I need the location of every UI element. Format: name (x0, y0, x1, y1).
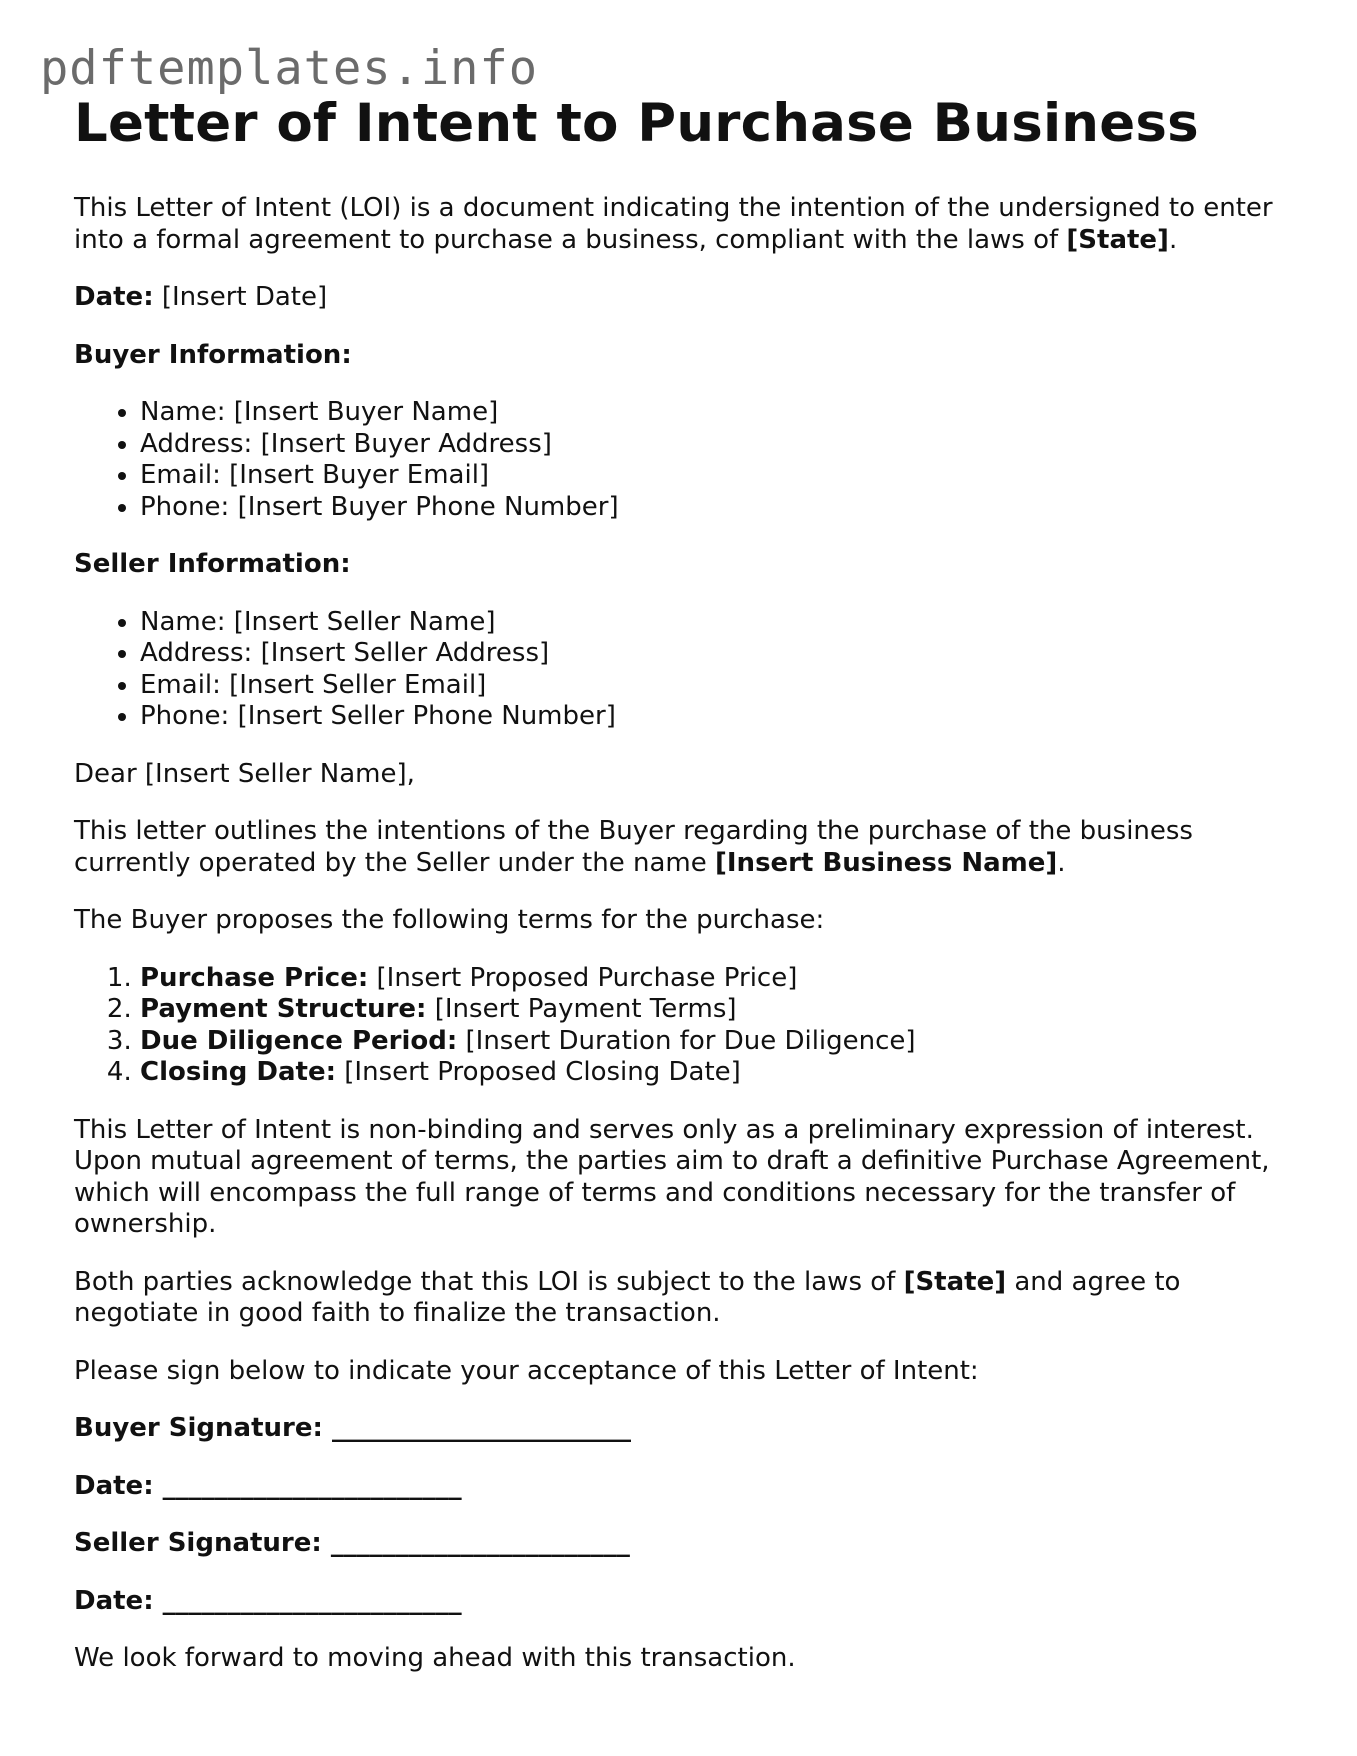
seller-email-item: • Email: [Insert Seller Email] (140, 670, 1284, 702)
term-label: Payment Structure: (140, 994, 427, 1024)
buyer-name-item: • Name: [Insert Buyer Name] (140, 397, 1284, 429)
seller-address-item: • Address: [Insert Seller Address] (140, 638, 1284, 670)
outline-end: . (1057, 847, 1066, 878)
buyer-signature-line (74, 1413, 1284, 1445)
term-item (140, 963, 1284, 995)
seller-list (74, 607, 1284, 733)
term-value: [Insert Proposed Purchase Price] (368, 962, 798, 993)
intro-text: This Letter of Intent (LOI) is a document indicating the intention of the undersigned to enter into a formal agreement to purchase a business, compliant with the laws of (74, 193, 1273, 255)
term-value: [Insert Duration for Due Diligence] (457, 1025, 916, 1056)
signature-label: Seller Signature: (74, 1528, 322, 1558)
signature-blank: _______________________ (322, 1413, 631, 1443)
term-label: Purchase Price: (140, 962, 369, 993)
outline-paragraph (74, 816, 1284, 879)
date-line (74, 282, 1284, 314)
document (74, 92, 1284, 1701)
term-label: Due Diligence Period: (140, 1025, 458, 1056)
date-label: Date: (74, 282, 154, 312)
term-value: [Insert Proposed Closing Date] (336, 1057, 741, 1087)
signature-blank: _______________________ (153, 1585, 462, 1616)
ack-end: and agree to negotiate in good faith to finalize the transaction. (74, 1266, 1181, 1328)
buyer-address-item: • Address: [Insert Buyer Address] (140, 429, 1284, 461)
seller-phone-item: • Phone: [Insert Seller Phone Number] (140, 701, 1284, 733)
term-value: [Insert Payment Terms] (426, 994, 737, 1024)
buyer-list (74, 397, 1284, 523)
term-item (140, 1026, 1284, 1058)
intro-end: . (1168, 224, 1178, 255)
sign-prompt: Please sign below to indicate your acceptance of this Letter of Intent: (74, 1355, 979, 1386)
signature-label: Date: (74, 1585, 154, 1616)
business-name: [Insert Business Name] (715, 847, 1058, 878)
salutation: Dear [Insert Seller Name], (74, 758, 415, 789)
watermark: pdftemplates.info (40, 41, 539, 96)
buyer-email-item: • Email: [Insert Buyer Email] (140, 460, 1284, 492)
intro-paragraph (74, 193, 1284, 256)
date-value: [Insert Date] (153, 282, 328, 312)
ack-paragraph (74, 1267, 1284, 1330)
term-label: Closing Date: (140, 1057, 337, 1087)
signature-label: Buyer Signature: (74, 1413, 323, 1443)
page-title: Letter of Intent to Purchase Business (74, 93, 1199, 154)
ack-state: [State] (903, 1266, 1007, 1297)
nonbinding-paragraph: This Letter of Intent is non-binding and serves only as a preliminary expression of interest. Upon mutual agreement of terms, the parties aim to draft a definitive Purchase Agreement, which will encompass the full range of terms and conditions necessary for the transfer of ownership. (74, 1114, 1270, 1239)
signature-label: Date: (74, 1470, 154, 1501)
terms-list (74, 963, 1284, 1089)
terms-intro: The Buyer proposes the following terms for the purchase: (74, 905, 825, 935)
buyer-heading: Buyer Information: (74, 339, 352, 370)
signature-blank: _______________________ (321, 1528, 630, 1558)
buyer-phone-item: • Phone: [Insert Buyer Phone Number] (140, 492, 1284, 524)
ack-text: Both parties acknowledge that this LOI is subject to the laws of (74, 1266, 904, 1297)
term-item (140, 1057, 1284, 1089)
intro-state: [State] (1066, 224, 1169, 255)
seller-heading: Seller Information: (74, 549, 351, 579)
seller-signature-line (74, 1528, 1284, 1560)
closing-line: We look forward to moving ahead with this transaction. (74, 1643, 796, 1673)
seller-name-item: • Name: [Insert Seller Name] (140, 607, 1284, 639)
buyer-date-line (74, 1471, 1284, 1503)
seller-date-line (74, 1586, 1284, 1618)
outline-text: This letter outlines the intentions of the Buyer regarding the purchase of the business currently operated by the Seller under the name (74, 816, 1193, 878)
signature-blank: _______________________ (153, 1470, 462, 1501)
term-item (140, 994, 1284, 1026)
